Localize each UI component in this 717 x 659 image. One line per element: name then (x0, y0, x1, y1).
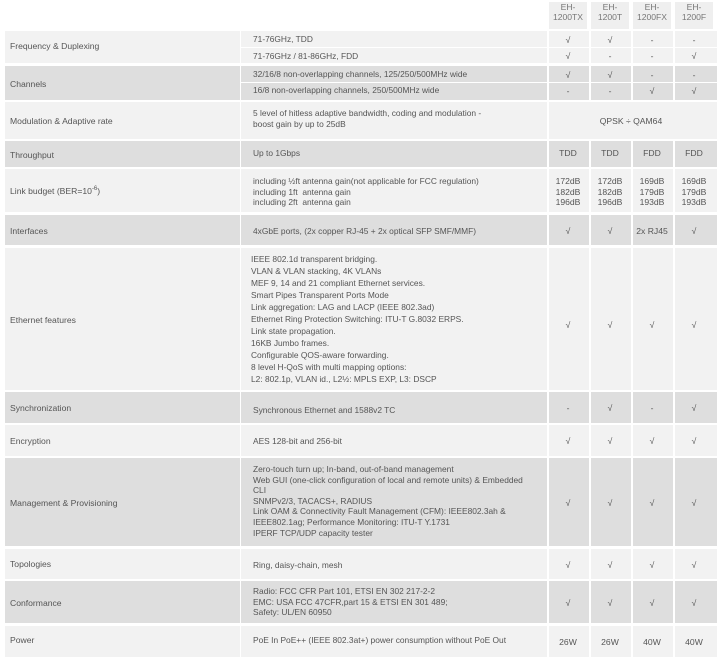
row-label-end: ) (97, 186, 101, 196)
value-cell: √ (649, 498, 655, 508)
row-label-text: Link budget (BER=10 (10, 186, 92, 196)
value-cell: √ (565, 51, 571, 61)
column-divider (548, 31, 549, 657)
value-cell: √ (565, 70, 571, 80)
value-cell: √ (649, 560, 655, 570)
value-cell: √ (691, 560, 697, 570)
value-cell: √ (565, 598, 571, 608)
value-cell: √ (565, 35, 571, 45)
value-cell: √ (691, 436, 697, 446)
value-cell: QPSK ÷ QAM64 (599, 116, 663, 126)
row-label: Synchronization (10, 403, 72, 413)
value-cell: 40W (685, 637, 703, 647)
value-cell: - (650, 51, 654, 61)
row-description: Up to 1Gbps (253, 148, 301, 158)
value-cell: √ (607, 226, 613, 236)
row-label: Management & Provisioning (10, 498, 118, 508)
value-cell: √ (607, 598, 613, 608)
column-divider (240, 31, 241, 657)
value-cell: 172dB 182dB 196dB (597, 176, 623, 208)
value-cell: - (650, 403, 654, 413)
value-cell: √ (607, 70, 613, 80)
value-cell: √ (649, 598, 655, 608)
row-label (10, 186, 100, 196)
value-cell: √ (607, 498, 613, 508)
model-header-line1: EH- (644, 2, 660, 12)
value-cell: √ (691, 598, 697, 608)
value-cell: - (608, 86, 612, 96)
row-description: IEEE 802.1d transparent bridging. VLAN & VLAN stacking, 4K VLANs MEF 9, 14 and 21 compliant Ethernet services. Smart Pipes Transparent Ports Mode Link aggregation: LAG and LACP (IEEE 802.3ad) Ethernet Ring Protection Switching: ITU-T G.8032 ERPS. Link state propagation. 16KB Jumbo frames. Configurable QOS-aware forwarding. 8 level H-QoS with multi mapping options: L2: 802.1p, VLAN id., L2½: MPLS EXP, L3: DSCP (251, 254, 464, 384)
model-header (591, 2, 629, 29)
row-description: Radio: FCC CFR Part 101, ETSI EN 302 217-2-2 EMC: USA FCC 47CFR,part 15 & ETSI EN 301 489; Safety: UL/EN 60950 (253, 586, 448, 618)
model-header-line2: 1200TX (552, 12, 584, 22)
value-cell: √ (649, 436, 655, 446)
row-label: Frequency & Duplexing (10, 41, 100, 51)
value-cell: - (650, 35, 654, 45)
value-cell: - (692, 35, 696, 45)
value-cell: √ (691, 320, 697, 330)
value-cell: 169dB 179dB 193dB (639, 176, 665, 208)
value-cell: √ (691, 86, 697, 96)
row-description: 16/8 non-overlapping channels, 250/500MHz wide (253, 85, 440, 95)
row-description: including ½ft antenna gain(not applicable for FCC regulation) including 1ft antenna gain including 2ft antenna gain (253, 176, 479, 208)
value-cell: - (650, 70, 654, 80)
value-cell: √ (607, 403, 613, 413)
value-cell: 26W (559, 637, 577, 647)
model-header (675, 2, 713, 29)
model-header-line1: EH- (560, 2, 576, 12)
value-cell: 172dB 182dB 196dB (555, 176, 581, 208)
value-cell: √ (565, 436, 571, 446)
column-divider (632, 31, 633, 101)
column-divider (674, 141, 675, 657)
value-cell: √ (565, 320, 571, 330)
value-cell: - (566, 403, 570, 413)
model-header (549, 2, 587, 29)
model-header-line1: EH- (602, 2, 618, 12)
column-divider (590, 141, 591, 657)
row-description: PoE In PoE++ (IEEE 802.3at+) power consumption without PoE Out (253, 635, 507, 645)
value-cell: √ (607, 436, 613, 446)
row-description: 32/16/8 non-overlapping channels, 125/250/500MHz wide (253, 69, 468, 79)
model-header-line2: 1200T (597, 12, 623, 22)
value-cell: √ (565, 226, 571, 236)
row-description: 5 level of hitless adaptive bandwidth, coding and modulation - boost gain by up to 25dB (253, 108, 482, 129)
row-description: Zero-touch turn up; In-band, out-of-band management Web GUI (one-click configuration of local and remote units) & Embedded CLI SNMPv2/3, TACACS+, RADIUS Link OAM & Connectivity Fault Management (CFM): IEEE802.3ah & IEEE802.1ag; Performance Monitoring: ITU-T Y.1731 IPERF TCP/UDP capacity tester (253, 464, 523, 538)
model-header-line2: 1200F (681, 12, 707, 22)
row-label: Power (10, 635, 35, 645)
value-cell: √ (607, 320, 613, 330)
row-label: Channels (10, 79, 47, 89)
row-label: Interfaces (10, 226, 48, 236)
value-cell: √ (691, 51, 697, 61)
value-cell: √ (649, 86, 655, 96)
value-cell: 40W (643, 637, 661, 647)
value-cell: TDD (601, 148, 619, 158)
value-cell: FDD (685, 148, 703, 158)
value-cell: √ (691, 226, 697, 236)
value-cell: 26W (601, 637, 619, 647)
value-cell: √ (565, 498, 571, 508)
row-description: AES 128-bit and 256-bit (253, 436, 342, 446)
row-label-exponent: -6 (91, 186, 98, 193)
value-cell: √ (607, 35, 613, 45)
row-label: Modulation & Adaptive rate (10, 116, 113, 126)
value-cell: - (608, 51, 612, 61)
row-description: 4xGbE ports, (2x copper RJ-45 + 2x optical SFP SMF/MMF) (253, 226, 477, 236)
value-cell: √ (565, 560, 571, 570)
row-description: Ring, daisy-chain, mesh (253, 560, 343, 570)
value-cell: - (566, 86, 570, 96)
row-label: Ethernet features (10, 315, 76, 325)
column-divider (632, 141, 633, 657)
column-divider (590, 31, 591, 101)
value-cell: TDD (559, 148, 577, 158)
row-description: Synchronous Ethernet and 1588v2 TC (253, 405, 396, 415)
value-cell: - (692, 70, 696, 80)
row-label: Topologies (10, 559, 52, 569)
model-header-line1: EH- (686, 2, 702, 12)
row-label: Encryption (10, 436, 51, 446)
model-header-line2: 1200FX (636, 12, 668, 22)
value-cell: √ (691, 403, 697, 413)
value-cell: √ (607, 560, 613, 570)
row-label: Conformance (10, 598, 62, 608)
row-divider (240, 82, 717, 83)
value-cell: FDD (643, 148, 661, 158)
value-cell: 2x RJ45 (636, 226, 668, 236)
value-cell: 169dB 179dB 193dB (681, 176, 707, 208)
row-description: 71-76GHz / 81-86GHz, FDD (253, 51, 359, 61)
row-label: Throughput (10, 150, 54, 160)
value-cell: √ (691, 498, 697, 508)
model-header (633, 2, 671, 29)
value-cell: √ (649, 320, 655, 330)
row-divider (240, 47, 717, 48)
row-description: 71-76GHz, TDD (253, 34, 313, 44)
column-divider (674, 31, 675, 101)
